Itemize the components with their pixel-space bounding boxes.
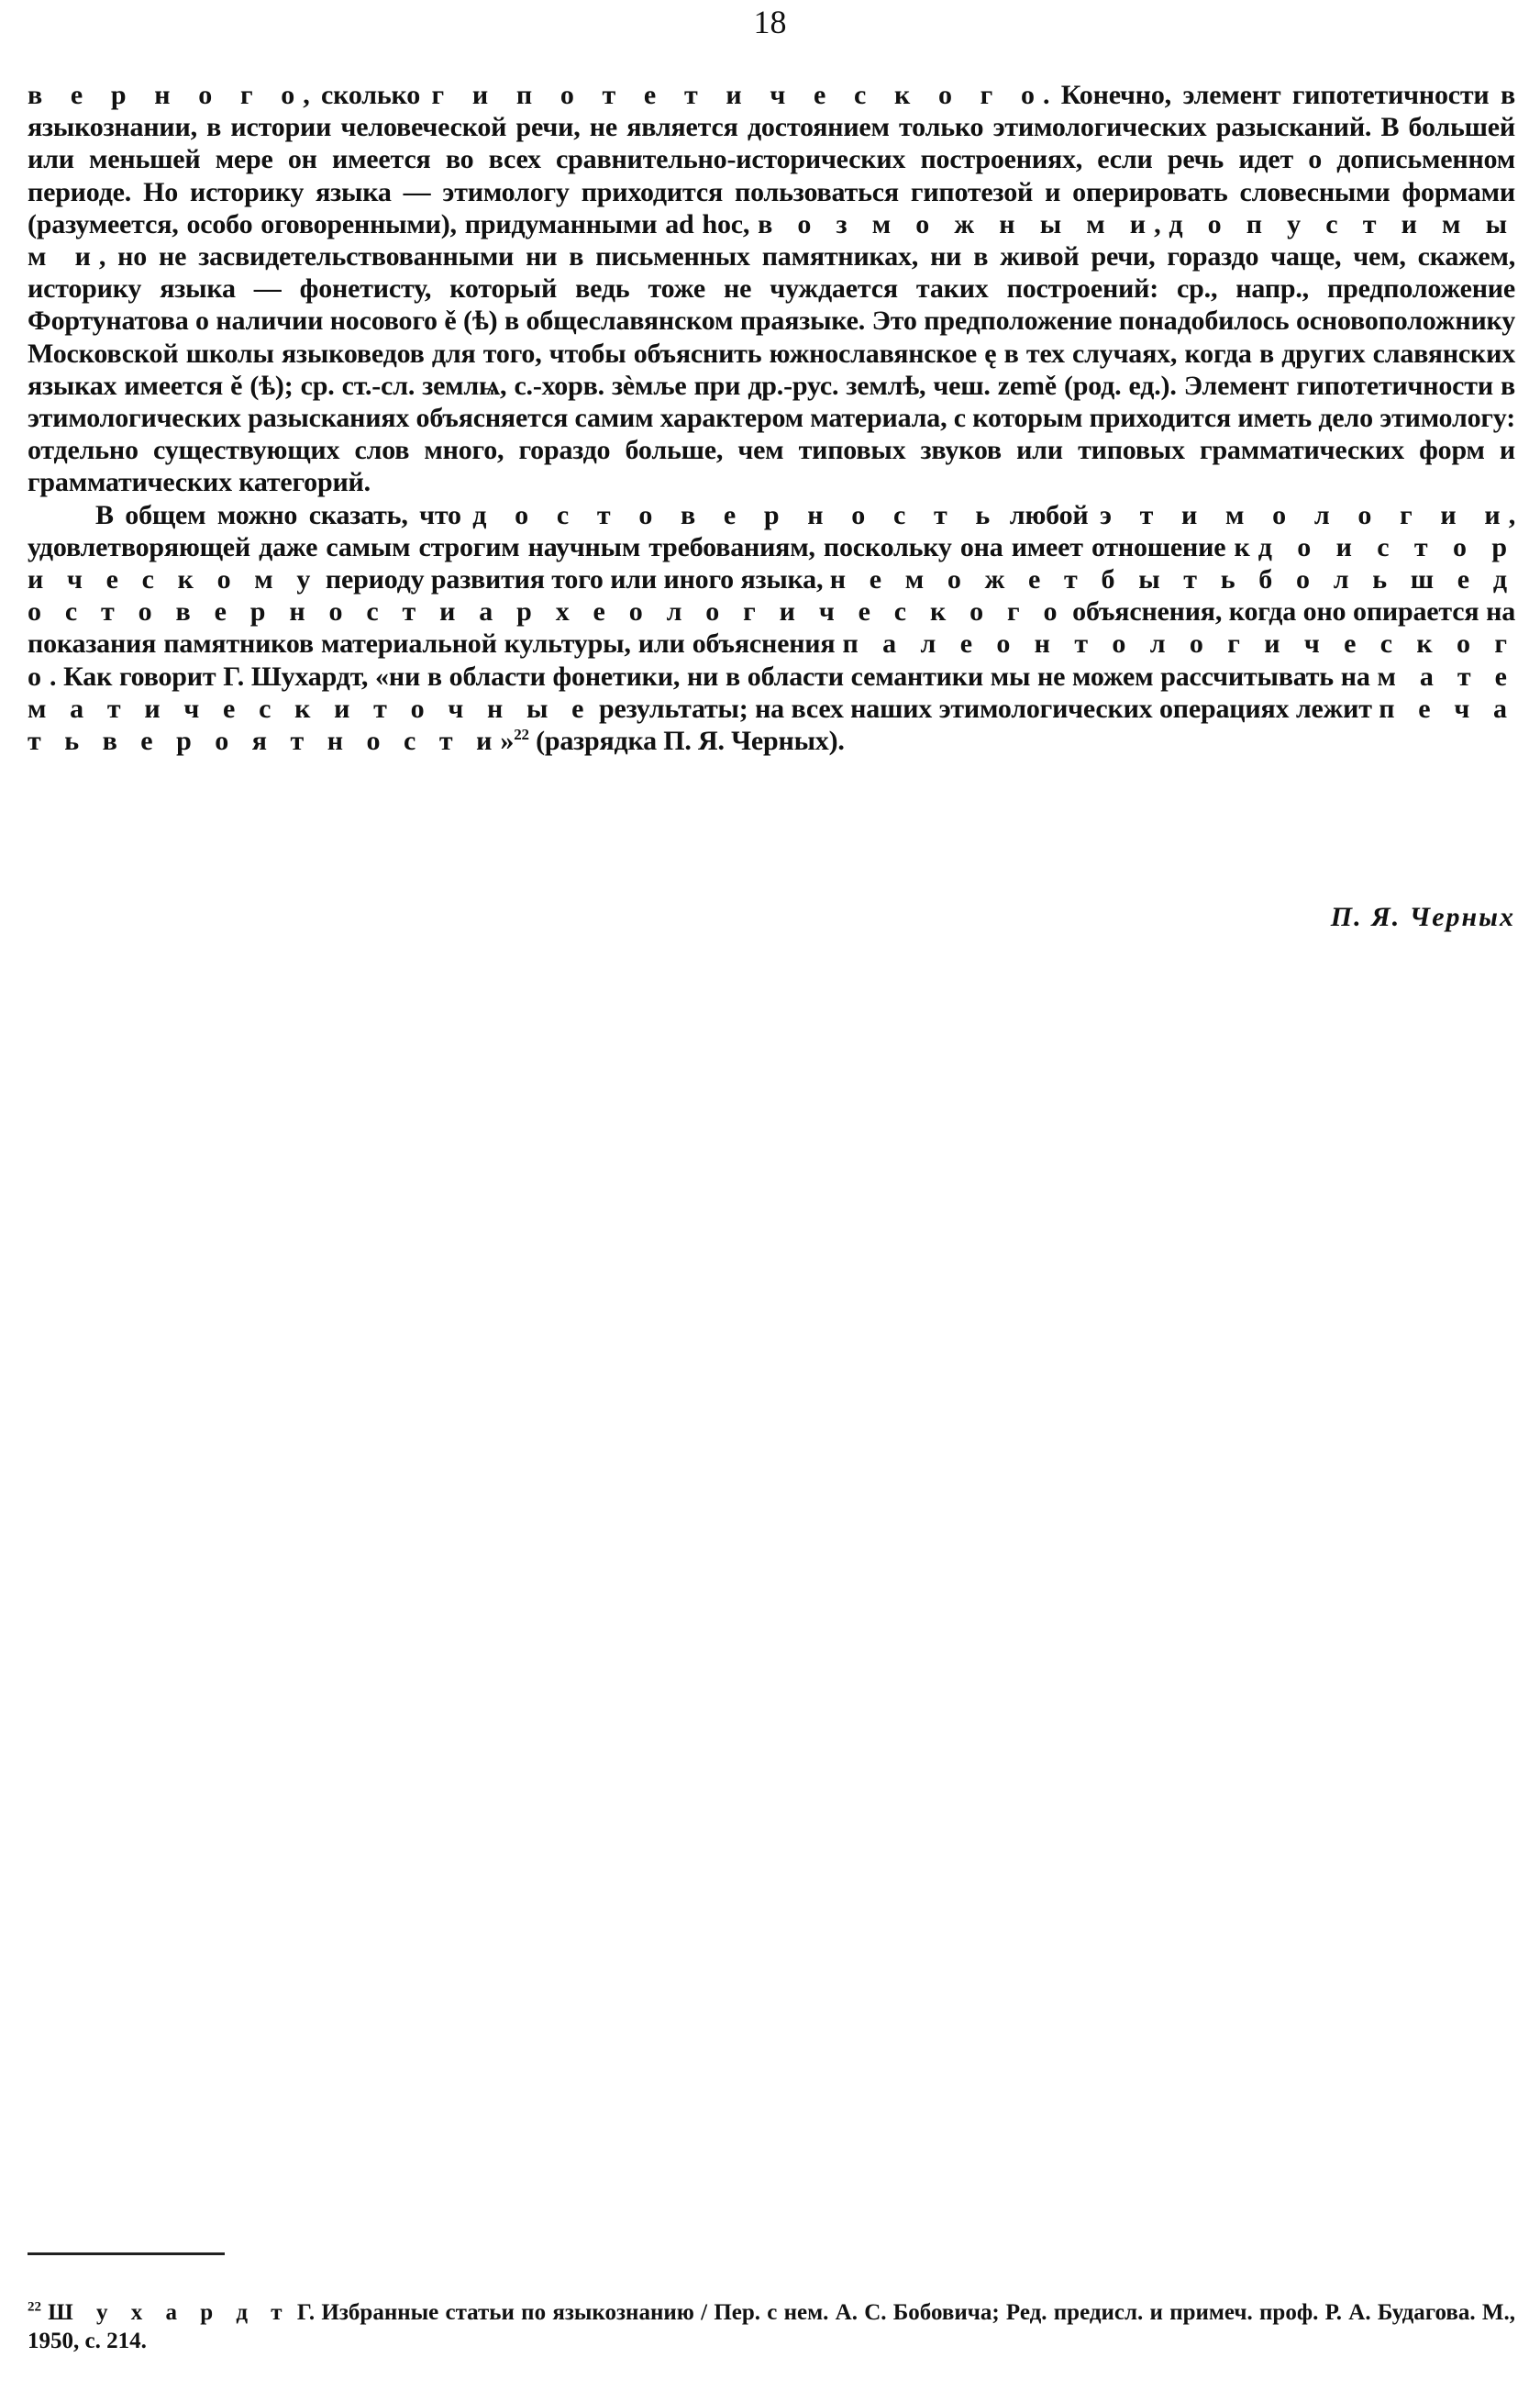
text-run: (разрядка П. Я. Черных). [528, 726, 845, 757]
footnote-author: Ш у х а р д т [48, 2300, 291, 2325]
text-run: периоду развития того или иного языка, [318, 564, 830, 595]
text-run: результаты; на всех наших этимологических операциях лежит [592, 693, 1379, 724]
spaced-term: п а л е о н т о л о г и ч е с к о г о [28, 628, 1516, 692]
page-number: 18 [753, 4, 787, 40]
body-text [28, 79, 1515, 757]
footnote-mark: 22 [28, 2299, 41, 2315]
text-run: . Как говорит Г. Шухардт, «ни в области фонетики, ни в области семантики мы не можем рассчитывать на [50, 661, 1378, 692]
spaced-term: э т и м о л о г и и [1099, 499, 1509, 530]
paragraph-2 [28, 499, 1515, 758]
text-run: » [500, 726, 515, 757]
text-run: , сколько [303, 80, 432, 110]
spaced-term: д о п у с т и м ы м и [28, 208, 1516, 272]
text-run: объяснения, когда оно опирается на показания памятников материальной культуры, или объяснения [28, 596, 1515, 660]
text-run: , но не засвидетельствованными ни в письменных памятниках, ни в живой речи, гораздо чаще, чем, скажем, историку языка — фонетисту, который ведь тоже не чуждается таких построений: ср., напр., предположение Фортунатова о наличии носового ě (ѣ) в общеславянском праязыке. Это предположение понадобилось основоположнику Московской школы языковедов для того, чтобы объяснить южнославянское ę в тех случаях, когда в других славянских языках имеется ě (ѣ); ср. ст.-сл. землѩ, с.-хорв. зѐмље при др.-рус. землѣ, чеш. země (род. ед.). Элемент гипотетичности в этимологических разысканиях объясняется самим характером материала, с которым приходится иметь дело этимологу: отдельно существующих слов много, гораздо больше, чем типовых звуков или типовых грамматических форм и грамматических категорий. [28, 241, 1515, 498]
spaced-term: в е р н о г о [28, 80, 304, 110]
footnote [28, 2298, 1515, 2355]
text-run: В общем можно сказать, что [95, 499, 473, 530]
spaced-term: н е м о ж е т б ы т ь б о л ь ш е д о с т о в е р н о с т и а р х е о л о г и ч е с к о г о [28, 564, 1515, 628]
spaced-term: д о и с т о р и ч е с к о м у [28, 531, 1516, 595]
spaced-term: г и п о т е т и ч е с к о г о [431, 80, 1043, 110]
paragraph-1 [28, 79, 1515, 499]
text-run: любой [998, 499, 1100, 530]
text-run: . Конечно, элемент гипотетичности в языкознании, в истории человеческой речи, не является достоянием только этимологических разысканий. В большей или меньшей мере он имеется во всех сравнительно-исторических построениях, если речь идет о дописьменном периоде. Но историку языка — этимологу приходится пользоваться гипотезой и оперировать словесными формами (разумеется, особо оговоренными), придуманными ad hoc, [28, 80, 1515, 239]
author-signature: П. Я. Черных [1330, 902, 1515, 932]
spaced-term: м а т е м а т и ч е с к и т о ч н ы е [28, 661, 1515, 724]
footnote-divider [28, 2252, 225, 2255]
footnote-text: Г. Избранные статьи по языкознанию / Пер. с нем. А. С. Бобовича; Ред. предисл. и примеч. проф. Р. А. Будагова. М., 1950, с. 214. [28, 2300, 1516, 2353]
spaced-term: п е ч а т ь в е р о я т н о с т и [28, 693, 1515, 757]
spaced-term: д о с т о в е р н о с т ь [472, 499, 999, 530]
text-run: , удовлетворяющей даже самым строгим научным требованиям, поскольку она имеет отношение к [28, 499, 1515, 562]
text-run: , [1154, 208, 1169, 239]
spaced-term: в о з м о ж н ы м и [758, 208, 1155, 239]
footnote-reference: 22 [514, 726, 529, 744]
